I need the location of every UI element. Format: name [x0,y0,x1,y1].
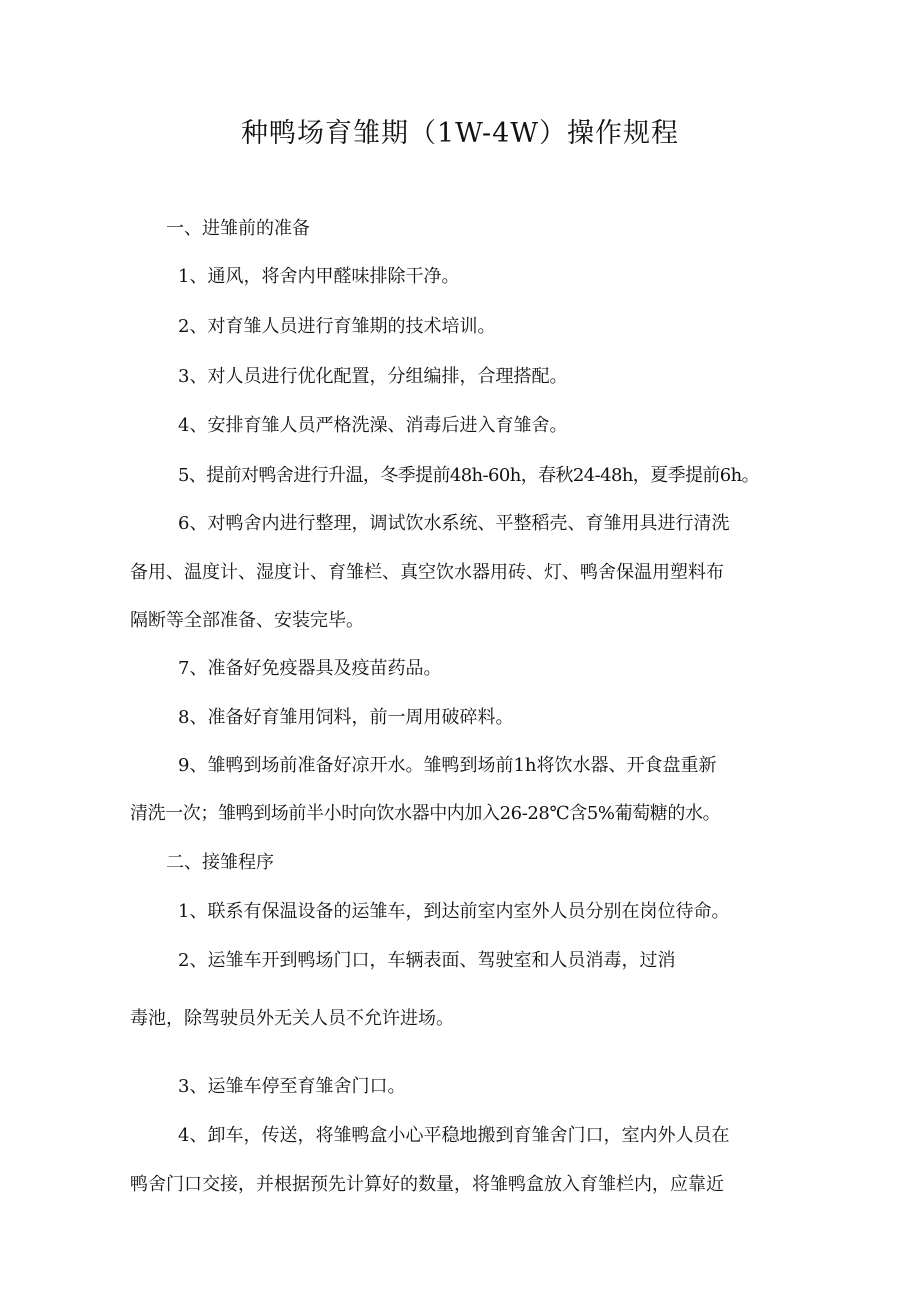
paragraph-line: 毒池，除驾驶员外无关人员不允许进场。 [130,1008,454,1029]
paragraph-line: 3、对人员进行优化配置，分组编排，合理搭配。 [178,366,568,387]
section-heading-preparation: 一、进雏前的准备 [166,218,310,239]
paragraph-line: 9、雏鸭到场前准备好凉开水。雏鸭到场前1h将饮水器、开食盘重新 [178,755,717,776]
paragraph-line: 1、通风，将舍内甲醛味排除干净。 [178,266,460,287]
paragraph-line: 清洗一次；雏鸭到场前半小时向饮水器中内加入26-28℃含5%葡萄糖的水。 [130,803,721,824]
paragraph-line: 6、对鸭舍内进行整理，调试饮水系统、平整稻壳、育雏用具进行清洗 [178,513,730,534]
section-heading-receiving: 二、接雏程序 [166,852,274,873]
paragraph-line: 5、提前对鸭舍进行升温，冬季提前48h-60h，春秋24-48h，夏季提前6h。 [178,465,760,486]
paragraph-line: 3、运雏车停至育雏舍门口。 [178,1076,406,1097]
paragraph-line: 备用、温度计、湿度计、育雏栏、真空饮水器用砖、灯、鸭舍保温用塑料布 [130,562,724,583]
paragraph-line: 8、准备好育雏用饲料，前一周用破碎料。 [178,707,514,728]
paragraph-line: 7、准备好免疫器具及疫苗药品。 [178,658,442,679]
paragraph-line: 2、对育雏人员进行育雏期的技术培训。 [178,316,496,337]
paragraph-line: 2、运雏车开到鸭场门口，车辆表面、驾驶室和人员消毒，过消 [178,950,676,971]
document-title: 种鸭场育雏期（1W-4W）操作规程 [240,118,680,149]
paragraph-line: 4、安排育雏人员严格洗澡、消毒后进入育雏舍。 [178,415,568,436]
paragraph-line: 4、卸车，传送，将雏鸭盒小心平稳地搬到育雏舍门口，室内外人员在 [178,1125,730,1146]
paragraph-line: 隔断等全部准备、安装完毕。 [130,610,364,631]
paragraph-line: 鸭舍门口交接，并根据预先计算好的数量，将雏鸭盒放入育雏栏内，应靠近 [130,1174,724,1195]
paragraph-line: 1、联系有保温设备的运雏车，到达前室内室外人员分别在岗位待命。 [178,901,730,922]
